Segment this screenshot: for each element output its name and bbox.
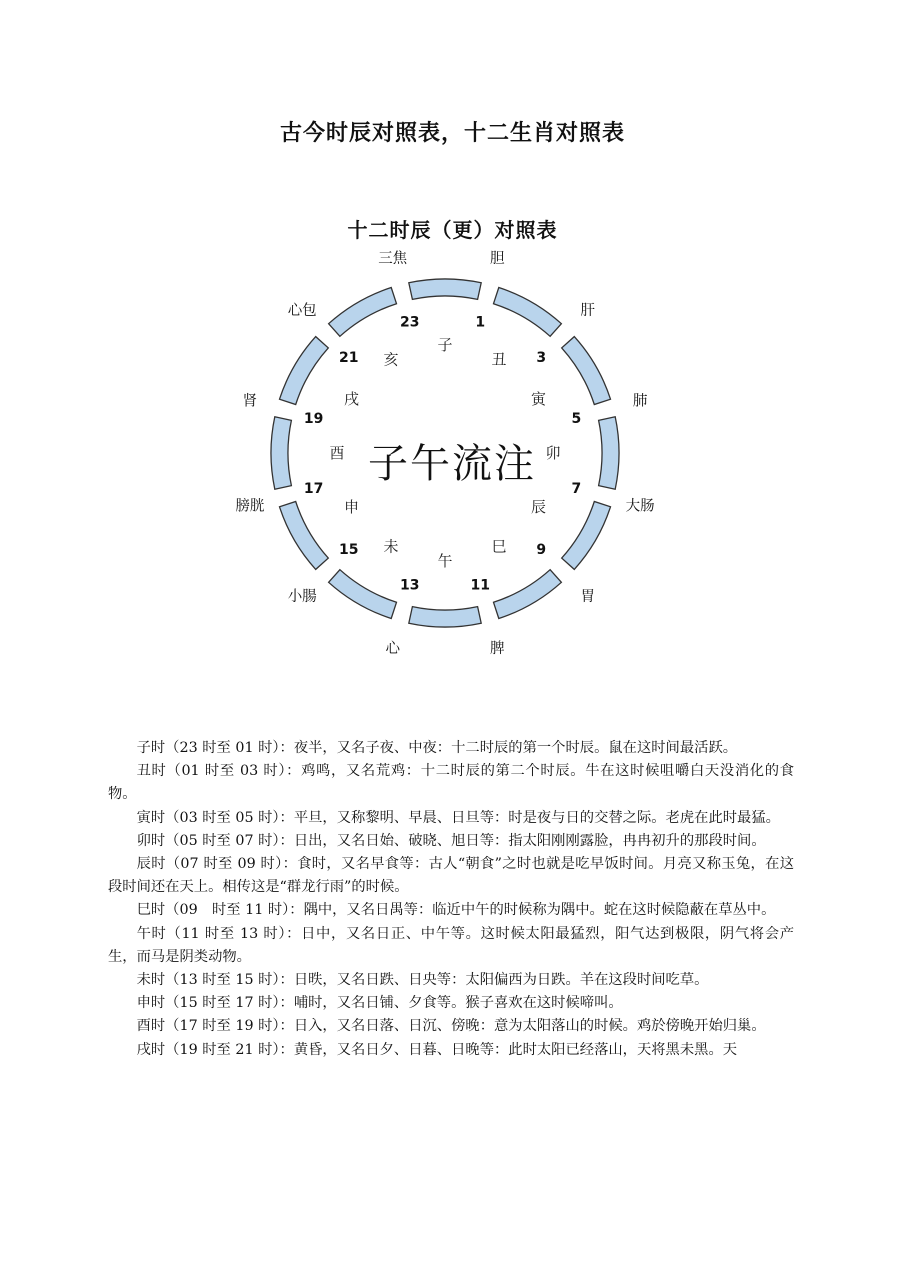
paragraph-xu: 戌时（19 时至 21 时）：黄昏，又名日夕、日暮、日晚等：此时太阳已经落山，天将黑未黑。天 bbox=[136, 1041, 738, 1058]
hour-segment bbox=[280, 337, 329, 405]
hour-number: 5 bbox=[571, 410, 582, 427]
organ-label: 心 bbox=[385, 641, 400, 658]
branch-label: 酉 bbox=[329, 444, 345, 462]
paragraph-si: 巳时（09 时至 11 时）：隅中，又名日禺等：临近中午的时候称为隅中。蛇在这时候隐蔽在草丛中。 bbox=[136, 902, 776, 919]
branch-label: 未 bbox=[383, 537, 399, 556]
page-title: 古今时辰对照表，十二生肖对照表 bbox=[279, 120, 625, 146]
hour-number: 9 bbox=[536, 542, 547, 559]
paragraph-chou: 丑时（01 时至 03 时）：鸡鸣，又名荒鸡：十二时辰的第二个时辰。牛在这时候咀嚼白天没消化的食物。 bbox=[108, 763, 794, 803]
hour-number: 3 bbox=[536, 349, 547, 366]
paragraph-chen: 辰时（07 时至 09 时）：食时，又名早食等：古人“朝食”之时也就是吃早饭时间。月亮又称玉兔，在这段时间还在天上。相传这是“群龙行雨”的时候。 bbox=[108, 856, 794, 896]
hour-number: 7 bbox=[571, 481, 582, 498]
paragraph-yin: 寅时（03 时至 05 时）：平旦，又称黎明、早晨、日旦等：时是夜与日的交替之际。老虎在此时最猛。 bbox=[136, 809, 780, 826]
organ-label: 大肠 bbox=[625, 498, 655, 515]
branch-label: 戌 bbox=[343, 390, 360, 408]
branch-label: 申 bbox=[343, 498, 360, 516]
hour-segment bbox=[409, 279, 481, 299]
organ-label: 膀胱 bbox=[235, 498, 265, 515]
branch-label: 午 bbox=[437, 552, 453, 570]
hour-number: 1 bbox=[475, 314, 486, 331]
hour-segment bbox=[494, 288, 562, 337]
branch-label: 子 bbox=[437, 336, 453, 354]
paragraph-zi: 子时（23 时至 01 时）：夜半，又名子夜、中夜：十二时辰的第一个时辰。鼠在这时间最活跃。 bbox=[136, 740, 738, 756]
organ-label: 胃 bbox=[580, 588, 596, 605]
paragraph-shen: 申时（15 时至 17 时）：哺时，又名日铺、夕食等。猴子喜欢在这时候啼叫。 bbox=[136, 995, 623, 1012]
hour-segment bbox=[599, 417, 619, 489]
hour-segment bbox=[280, 502, 329, 570]
organ-label: 三焦 bbox=[378, 250, 408, 267]
hour-segment bbox=[562, 502, 611, 570]
hour-number: 11 bbox=[470, 577, 490, 594]
branch-label: 丑 bbox=[491, 350, 507, 369]
paragraph-wei: 未时（13 时至 15 时）：日昳，又名日跌、日央等：太阳偏西为日跌。羊在这段时间吃草。 bbox=[136, 972, 709, 989]
hour-segment bbox=[409, 607, 481, 627]
organ-label: 胆 bbox=[490, 250, 505, 267]
hour-number: 15 bbox=[339, 542, 359, 559]
organ-label: 心包 bbox=[287, 303, 317, 320]
paragraph-mao: 卯时（05 时至 07 时）：日出，又名日始、破晓、旭日等：指太阳刚刚露脸，冉冉初升的那段时间。 bbox=[136, 832, 766, 849]
organ-label: 小腸 bbox=[287, 588, 317, 605]
hour-segment bbox=[562, 337, 611, 405]
hour-number: 19 bbox=[303, 410, 324, 427]
branch-label: 辰 bbox=[530, 498, 547, 516]
branch-label: 卯 bbox=[545, 444, 561, 462]
organ-label: 肺 bbox=[632, 393, 648, 410]
paragraph-wu: 午时（11 时至 13 时）：日中，又名日正、中午等。这时候太阳最猛烈，阳气达到极限，阴气将会产生，而马是阴类动物。 bbox=[108, 925, 794, 965]
hour-descriptions bbox=[108, 737, 794, 1062]
hour-number: 17 bbox=[303, 481, 324, 498]
diagram-center-title: 子午流注 bbox=[368, 441, 536, 487]
hour-segment bbox=[329, 288, 397, 337]
branch-label: 巳 bbox=[491, 537, 507, 556]
organ-label: 肾 bbox=[242, 393, 258, 410]
hour-segment bbox=[271, 417, 291, 489]
organ-label: 肝 bbox=[580, 303, 596, 320]
hour-number: 21 bbox=[339, 349, 359, 366]
branch-label: 寅 bbox=[530, 390, 547, 408]
hour-segment bbox=[329, 570, 397, 619]
organ-label: 脾 bbox=[490, 641, 505, 658]
hour-segment bbox=[494, 570, 562, 619]
hour-number: 23 bbox=[400, 314, 420, 331]
section-title: 十二时辰（更）对照表 bbox=[347, 218, 558, 242]
paragraph-you: 酉时（17 时至 19 时）：日入，又名日落、日沉、傍晚：意为太阳落山的时候。鸡於傍晚开始归巢。 bbox=[136, 1018, 766, 1035]
branch-label: 亥 bbox=[383, 350, 399, 369]
hour-number: 13 bbox=[400, 577, 420, 594]
